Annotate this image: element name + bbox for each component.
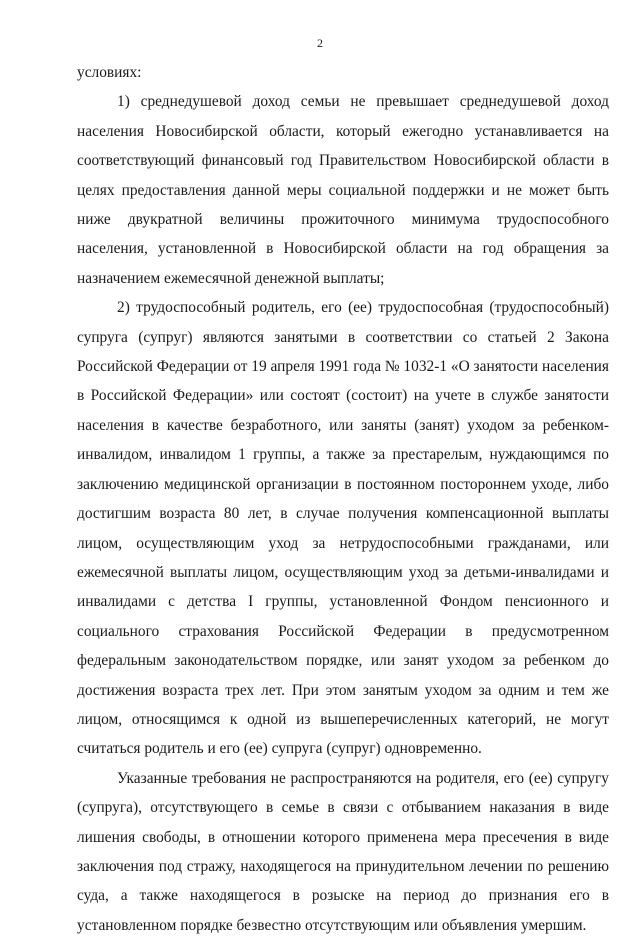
paragraph-continuation: условиях:: [77, 64, 142, 81]
paragraph-condition-2: 2) трудоспособный родитель, его (ее) трудоспособная (трудоспособный) супруга (супруг) являются занятыми в соответствии со статьей 2 Закона Российской Федерации от 19 апреля 1991 года № 1032-1 «О занятости населения в Российской Федерации» или состоят (состоит) на учете в службе занятости населения в качестве безработного, или заняты (занят) уходом за ребенком-инвалидом, инвалидом 1 группы, а также за престарелым, нуждающимся по заключению медицинской организации в постоянном постороннем уходе, либо достигшим возраста 80 лет, в случае получения компенсационной выплаты лицом, осуществляющим уход за нетрудоспособными гражданами, или ежемесячной выплаты лицом, осуществляющим уход за детьми-инвалидами и инвалидами с детства I группы, установленной Фондом пенсионного и социального страхования Российской Федерации в предусмотренном федеральным законодательством порядке, или занят уходом за ребенком до достижения возраста трех лет. При этом занятым уходом за одним и тем же лицом, относящимся к одной из вышеперечисленных категорий, не могут считаться родитель и его (ее) супруга (супруг) одновременно.: [77, 299, 609, 758]
document-body: [77, 58, 609, 940]
paragraph-exceptions: Указанные требования не распространяются на родителя, его (ее) супругу (супруга), отсутствующего в семье в связи с отбыванием наказания в виде лишения свободы, в отношении которого применена мера пресечения в виде заключения под стражу, находящегося на принудительном лечении по решению суда, а также находящегося в розыске на период до признания его в установленном порядке безвестно отсутствующим или объявления умершим.: [77, 769, 609, 934]
page-number: 2: [317, 36, 323, 50]
paragraph-condition-1: 1) среднедушевой доход семьи не превышает среднедушевой доход населения Новосибирской области, который ежегодно устанавливается на соответствующий финансовый год Правительством Новосибирской области в целях предоставления данной меры социальной поддержки и не может быть ниже двукратной величины прожиточного минимума трудоспособного населения, установленной в Новосибирской области на год обращения за назначением ежемесячной денежной выплаты;: [77, 93, 609, 287]
